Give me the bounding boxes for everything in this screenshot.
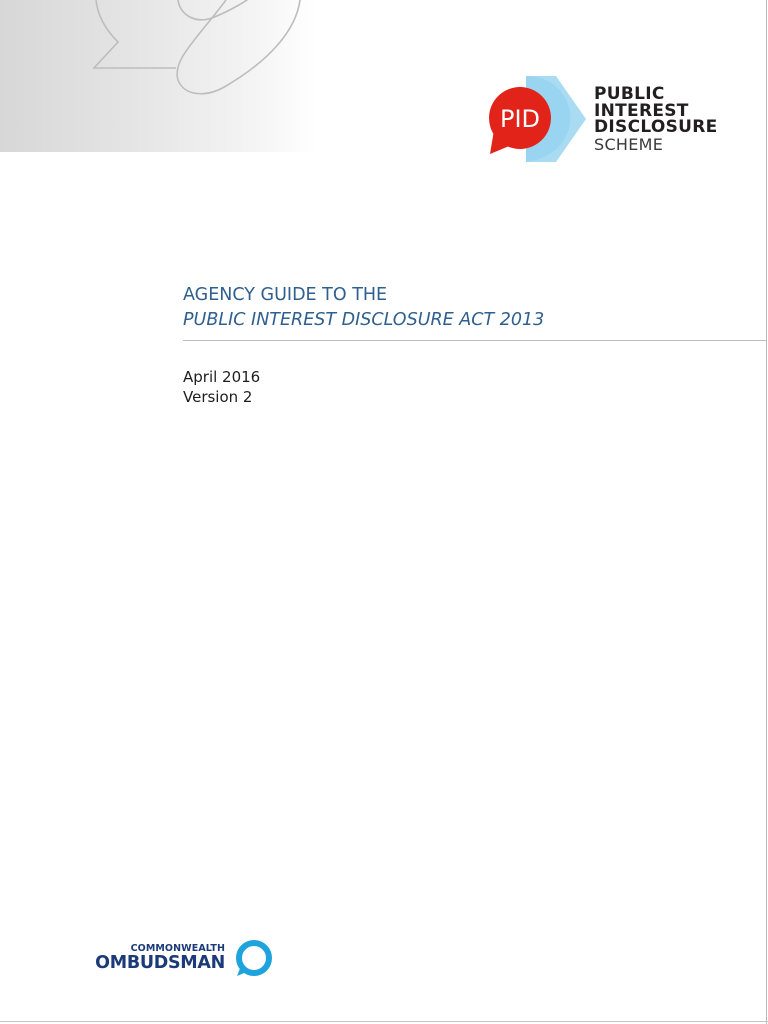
document-title-line-2: PUBLIC INTEREST DISCLOSURE ACT 2013: [183, 310, 545, 330]
page-edge-bottom: [0, 1021, 768, 1022]
pid-word-public: PUBLIC: [594, 84, 665, 104]
pid-badge-text: PID: [499, 105, 541, 133]
commonwealth-ombudsman-logo: [90, 938, 275, 980]
document-version: Version 2: [183, 388, 253, 406]
ombudsman-speech-bubble-icon: [233, 940, 273, 978]
ombudsman-logo-small-text: COMMONWEALTH: [130, 943, 225, 954]
document-date: April 2016: [183, 368, 261, 386]
ombudsman-logo-big-text: OMBUDSMAN: [95, 953, 225, 973]
decorative-header-block: [0, 0, 316, 152]
pid-logo-wordmark: [594, 86, 718, 153]
pid-word-scheme: SCHEME: [594, 134, 664, 154]
pid-word-interest: INTEREST: [594, 100, 689, 121]
pid-logo-icon: [486, 74, 596, 166]
pid-word-disclosure: DISCLOSURE: [594, 117, 718, 137]
document-title-line-1: AGENCY GUIDE TO THE: [183, 285, 388, 305]
pid-scheme-logo: [486, 74, 726, 166]
title-divider: [183, 340, 766, 341]
speech-bubble-watermark-icon: [0, 0, 316, 152]
page-edge-right: [766, 0, 767, 1024]
